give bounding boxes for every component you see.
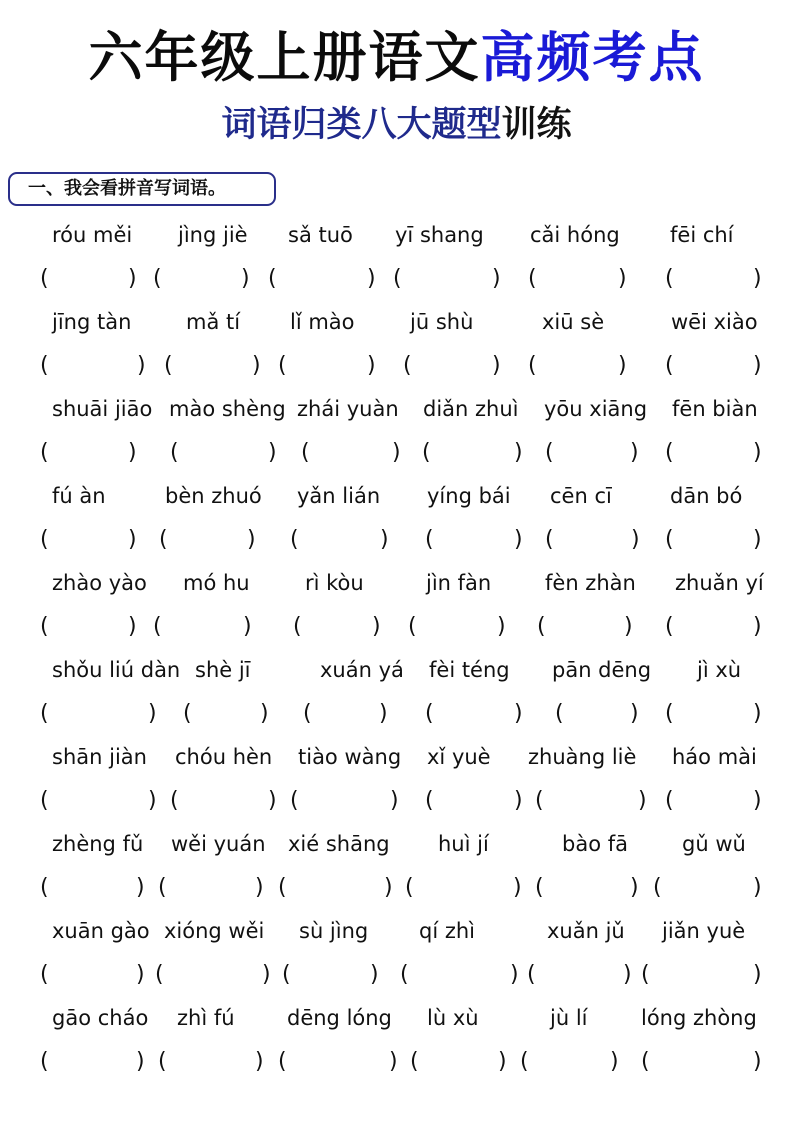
open-paren: (: [665, 266, 674, 291]
open-paren: (: [393, 266, 402, 291]
answer-row: [40, 1040, 760, 1083]
close-paren: ): [380, 527, 389, 552]
answer-row: [40, 431, 760, 474]
pinyin-prompt: fèn zhàn: [545, 571, 636, 595]
close-paren: ): [390, 788, 399, 813]
pinyin-prompt: wěi yuán: [171, 832, 266, 856]
title-part-blue: 高频考点: [480, 25, 705, 89]
close-paren: ): [136, 875, 145, 900]
close-paren: ): [389, 1049, 398, 1074]
close-paren: ): [753, 527, 762, 552]
pinyin-prompt: yī shang: [395, 223, 484, 247]
pinyin-prompt: bèn zhuó: [165, 484, 262, 508]
pinyin-prompt: yíng bái: [427, 484, 511, 508]
close-paren: ): [514, 701, 523, 726]
close-paren: ): [513, 875, 522, 900]
pinyin-prompt: huì jí: [438, 832, 489, 856]
close-paren: ): [136, 962, 145, 987]
pinyin-prompt: xuān gào: [52, 919, 150, 943]
close-paren: ): [252, 353, 261, 378]
pinyin-prompt: cǎi hóng: [530, 223, 620, 247]
answer-row: [40, 605, 760, 648]
open-paren: (: [527, 962, 536, 987]
pinyin-prompt: tiào wàng: [298, 745, 402, 769]
open-paren: (: [40, 962, 49, 987]
pinyin-prompt: zhái yuàn: [297, 397, 399, 421]
pinyin-prompt: jīng tàn: [52, 310, 132, 334]
pinyin-prompt: lǐ mào: [290, 310, 355, 334]
close-paren: ): [753, 614, 762, 639]
close-paren: ): [262, 962, 271, 987]
pinyin-prompt: jìng jiè: [178, 223, 248, 247]
close-paren: ): [137, 353, 146, 378]
open-paren: (: [268, 266, 277, 291]
answer-row: [40, 953, 760, 996]
pinyin-prompt: yōu xiāng: [544, 397, 648, 421]
close-paren: ): [630, 701, 639, 726]
open-paren: (: [425, 788, 434, 813]
pinyin-prompt: fēn biàn: [672, 397, 758, 421]
close-paren: ): [370, 962, 379, 987]
open-paren: (: [153, 614, 162, 639]
close-paren: ): [136, 1049, 145, 1074]
close-paren: ): [367, 266, 376, 291]
close-paren: ): [638, 788, 647, 813]
close-paren: ): [630, 440, 639, 465]
close-paren: ): [260, 701, 269, 726]
pinyin-prompt: jiǎn yuè: [662, 919, 746, 943]
open-paren: (: [425, 701, 434, 726]
pinyin-row: [40, 996, 760, 1040]
close-paren: ): [753, 701, 762, 726]
close-paren: ): [623, 962, 632, 987]
open-paren: (: [408, 614, 417, 639]
pinyin-row: [40, 474, 760, 518]
pinyin-prompt: pān dēng: [552, 658, 652, 682]
pinyin-exercise-grid: [40, 213, 764, 1083]
close-paren: ): [610, 1049, 619, 1074]
open-paren: (: [170, 440, 179, 465]
close-paren: ): [247, 527, 256, 552]
pinyin-prompt: shuāi jiāo: [52, 397, 153, 421]
close-paren: ): [148, 788, 157, 813]
close-paren: ): [367, 353, 376, 378]
open-paren: (: [410, 1049, 419, 1074]
pinyin-prompt: shè jī: [195, 658, 251, 682]
open-paren: (: [40, 1049, 49, 1074]
pinyin-prompt: cēn cī: [550, 484, 612, 508]
pinyin-prompt: gǔ wǔ: [682, 832, 746, 856]
close-paren: ): [618, 266, 627, 291]
pinyin-prompt: diǎn zhuì: [423, 397, 519, 421]
open-paren: (: [425, 527, 434, 552]
pinyin-prompt: jìn fàn: [426, 571, 492, 595]
open-paren: (: [301, 440, 310, 465]
pinyin-row: [40, 561, 764, 605]
open-paren: (: [405, 875, 414, 900]
open-paren: (: [641, 1049, 650, 1074]
close-paren: ): [268, 788, 277, 813]
close-paren: ): [753, 788, 762, 813]
close-paren: ): [618, 353, 627, 378]
close-paren: ): [128, 440, 137, 465]
close-paren: ): [753, 875, 762, 900]
pinyin-prompt: fú àn: [52, 484, 106, 508]
pinyin-prompt: rì kòu: [305, 571, 364, 595]
pinyin-prompt: shǒu liú dàn: [52, 658, 181, 682]
answer-row: [40, 344, 760, 387]
open-paren: (: [303, 701, 312, 726]
close-paren: ): [630, 875, 639, 900]
title-part-black: 六年级上册语文: [88, 25, 481, 89]
close-paren: ): [514, 440, 523, 465]
pinyin-prompt: qí zhì: [419, 919, 476, 943]
open-paren: (: [555, 701, 564, 726]
close-paren: ): [497, 614, 506, 639]
pinyin-prompt: xuán yá: [320, 658, 404, 682]
open-paren: (: [545, 527, 554, 552]
subtitle-part-black: 训练: [501, 104, 572, 145]
open-paren: (: [422, 440, 431, 465]
answer-row: [40, 257, 760, 300]
close-paren: ): [624, 614, 633, 639]
close-paren: ): [514, 527, 523, 552]
open-paren: (: [153, 266, 162, 291]
close-paren: ): [372, 614, 381, 639]
pinyin-prompt: wēi xiào: [671, 310, 758, 334]
open-paren: (: [290, 527, 299, 552]
answer-row: [40, 518, 760, 561]
close-paren: ): [753, 266, 762, 291]
pinyin-row: [40, 648, 760, 692]
pinyin-prompt: xǐ yuè: [427, 745, 491, 769]
close-paren: ): [514, 788, 523, 813]
pinyin-prompt: sù jìng: [299, 919, 369, 943]
pinyin-prompt: háo mài: [672, 745, 757, 769]
pinyin-row: [40, 213, 760, 257]
close-paren: ): [492, 266, 501, 291]
pinyin-prompt: xióng wěi: [164, 919, 265, 943]
open-paren: (: [641, 962, 650, 987]
close-paren: ): [255, 1049, 264, 1074]
open-paren: (: [183, 701, 192, 726]
pinyin-row: [40, 735, 760, 779]
close-paren: ): [241, 266, 250, 291]
pinyin-prompt: zhuàng liè: [528, 745, 637, 769]
pinyin-prompt: mó hu: [183, 571, 250, 595]
open-paren: (: [535, 875, 544, 900]
pinyin-prompt: xuǎn jǔ: [547, 919, 625, 943]
pinyin-prompt: mào shèng: [169, 397, 286, 421]
close-paren: ): [268, 440, 277, 465]
open-paren: (: [282, 962, 291, 987]
open-paren: (: [535, 788, 544, 813]
pinyin-prompt: zhì fú: [177, 1006, 235, 1030]
pinyin-prompt: lù xù: [427, 1006, 479, 1030]
page-subtitle: [0, 100, 793, 150]
open-paren: (: [40, 266, 49, 291]
open-paren: (: [40, 614, 49, 639]
open-paren: (: [158, 1049, 167, 1074]
close-paren: ): [753, 353, 762, 378]
pinyin-prompt: mǎ tí: [186, 310, 241, 334]
close-paren: ): [255, 875, 264, 900]
open-paren: (: [537, 614, 546, 639]
close-paren: ): [379, 701, 388, 726]
pinyin-prompt: lóng zhòng: [641, 1006, 757, 1030]
close-paren: ): [384, 875, 393, 900]
open-paren: (: [520, 1049, 529, 1074]
open-paren: (: [278, 875, 287, 900]
pinyin-prompt: chóu hèn: [175, 745, 273, 769]
pinyin-prompt: jì xù: [697, 658, 742, 682]
open-paren: (: [665, 788, 674, 813]
pinyin-prompt: zhèng fǔ: [52, 832, 144, 856]
open-paren: (: [40, 440, 49, 465]
open-paren: (: [278, 353, 287, 378]
open-paren: (: [40, 527, 49, 552]
close-paren: ): [128, 527, 137, 552]
page-title: [0, 22, 793, 92]
open-paren: (: [40, 875, 49, 900]
pinyin-prompt: sǎ tuō: [288, 223, 353, 247]
open-paren: (: [528, 353, 537, 378]
pinyin-row: [40, 909, 760, 953]
close-paren: ): [631, 527, 640, 552]
pinyin-prompt: dēng lóng: [287, 1006, 392, 1030]
pinyin-prompt: fēi chí: [670, 223, 734, 247]
open-paren: (: [40, 353, 49, 378]
open-paren: (: [665, 353, 674, 378]
pinyin-prompt: shān jiàn: [52, 745, 147, 769]
open-paren: (: [164, 353, 173, 378]
open-paren: (: [159, 527, 168, 552]
pinyin-prompt: róu měi: [52, 223, 133, 247]
open-paren: (: [155, 962, 164, 987]
pinyin-prompt: fèi téng: [429, 658, 510, 682]
close-paren: ): [128, 614, 137, 639]
pinyin-row: [40, 300, 760, 344]
open-paren: (: [290, 788, 299, 813]
close-paren: ): [128, 266, 137, 291]
pinyin-row: [40, 387, 760, 431]
open-paren: (: [528, 266, 537, 291]
pinyin-row: [40, 822, 760, 866]
open-paren: (: [665, 614, 674, 639]
pinyin-prompt: zhào yào: [52, 571, 147, 595]
close-paren: ): [498, 1049, 507, 1074]
close-paren: ): [243, 614, 252, 639]
answer-row: [40, 866, 760, 909]
close-paren: ): [753, 962, 762, 987]
section-heading: 一、我会看拼音写词语。: [8, 172, 276, 206]
open-paren: (: [665, 701, 674, 726]
open-paren: (: [170, 788, 179, 813]
open-paren: (: [665, 440, 674, 465]
open-paren: (: [40, 788, 49, 813]
pinyin-prompt: bào fā: [562, 832, 628, 856]
open-paren: (: [403, 353, 412, 378]
subtitle-part-blue: 词语归类八大题型: [221, 104, 502, 145]
pinyin-prompt: jù lí: [550, 1006, 588, 1030]
pinyin-prompt: jū shù: [410, 310, 474, 334]
pinyin-prompt: dān bó: [670, 484, 743, 508]
open-paren: (: [278, 1049, 287, 1074]
open-paren: (: [545, 440, 554, 465]
answer-row: [40, 692, 760, 735]
open-paren: (: [293, 614, 302, 639]
pinyin-prompt: yǎn lián: [297, 484, 381, 508]
open-paren: (: [40, 701, 49, 726]
pinyin-prompt: xié shāng: [288, 832, 390, 856]
close-paren: ): [492, 353, 501, 378]
open-paren: (: [665, 527, 674, 552]
pinyin-prompt: gāo cháo: [52, 1006, 149, 1030]
open-paren: (: [400, 962, 409, 987]
close-paren: ): [753, 1049, 762, 1074]
pinyin-prompt: xiū sè: [542, 310, 605, 334]
open-paren: (: [158, 875, 167, 900]
close-paren: ): [753, 440, 762, 465]
pinyin-prompt: zhuǎn yí: [675, 571, 764, 595]
close-paren: ): [392, 440, 401, 465]
open-paren: (: [653, 875, 662, 900]
close-paren: ): [148, 701, 157, 726]
close-paren: ): [510, 962, 519, 987]
answer-row: [40, 779, 760, 822]
